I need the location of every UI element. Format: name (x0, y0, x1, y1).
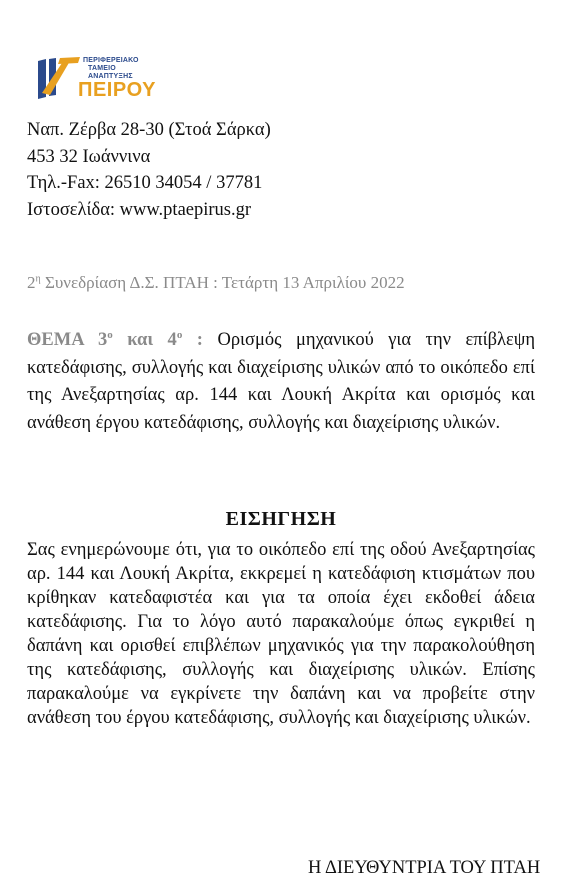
logo-mark-icon (36, 55, 80, 101)
logo-text-line2: ΤΑΜΕΙΟ (88, 65, 116, 72)
subject-label-sup: ο (107, 329, 113, 341)
address-street: Ναπ. Ζέρβα 28-30 (Στοά Σάρκα) (27, 120, 271, 140)
subject-paragraph (27, 322, 535, 437)
section-heading: ΕΙΣΗΓΗΣΗ (225, 508, 337, 530)
subject-label-part: και 4 (112, 330, 177, 351)
organization-logo (36, 55, 161, 105)
subject-label-part: : (182, 330, 203, 351)
subject-text: Ορισμός μηχανικού για την επίβλεψη κατεδάφισης, συλλογής και διαχείρισης υλικών από το οικόπεδο επί της Ανεξαρτησίας αρ. 144 και Λουκή Ακρίτα και ορισμός και ανάθεση έργου κατεδάφισης, συλλογής και διαχείρισης υλικών. (27, 330, 536, 433)
meeting-number-suffix: η (35, 273, 41, 285)
subject-label-part: ΘΕΜΑ 3 (27, 330, 108, 351)
logo-text-line1: ΠΕΡΙΦΕΡΕΙΑΚΟ (83, 57, 139, 64)
meeting-details: Συνεδρίαση Δ.Σ. ΠΤΑΗ : Τετάρτη 13 Απριλίου 2022 (40, 273, 405, 292)
logo-text-line3: ΑΝΑΠΤΥΞΗΣ (88, 73, 133, 80)
meeting-line (27, 273, 405, 293)
address-phone: Τηλ.-Fax: 26510 34054 / 37781 (27, 173, 263, 193)
address-website: Ιστοσελίδα: www.ptaepirus.gr (27, 199, 252, 220)
body-paragraph: Σας ενημερώνουμε ότι, για το οικόπεδο επί της οδού Ανεξαρτησίας αρ. 144 και Λουκή Ακρίτα, εκκρεμεί η κατεδάφιση κτισμάτων που κρίθηκαν κατεδαφιστέα και για τα οποία έχει εκδοθεί άδεια κατεδάφισης. Για το λόγο αυτό παρακαλούμε όπως εγκριθεί η δαπάνη και ορισθεί επιβλέπων μηχανικός για την παρακολούθηση της κατεδάφισης, συλλογής και διαχείρισης υλικών. Επίσης παρακαλούμε να εγκρίνετε την δαπάνη και να προβείτε στην ανάθεση του έργου κατεδάφισης, συλλογής και διαχείρισης υλικών. (27, 540, 535, 728)
subject-label-sup: ο (176, 329, 183, 341)
meeting-number: 2 (27, 273, 36, 292)
logo-text-main: ΠΕΙΡΟΥ (78, 79, 157, 101)
address-city: 453 32 Ιωάννινα (27, 146, 151, 167)
signature-line: Η ΔΙΕΥΘΥΝΤΡΙΑ ΤΟΥ ΠΤΑΗ (308, 858, 541, 878)
address-block (27, 117, 271, 223)
subject-label (27, 330, 203, 350)
